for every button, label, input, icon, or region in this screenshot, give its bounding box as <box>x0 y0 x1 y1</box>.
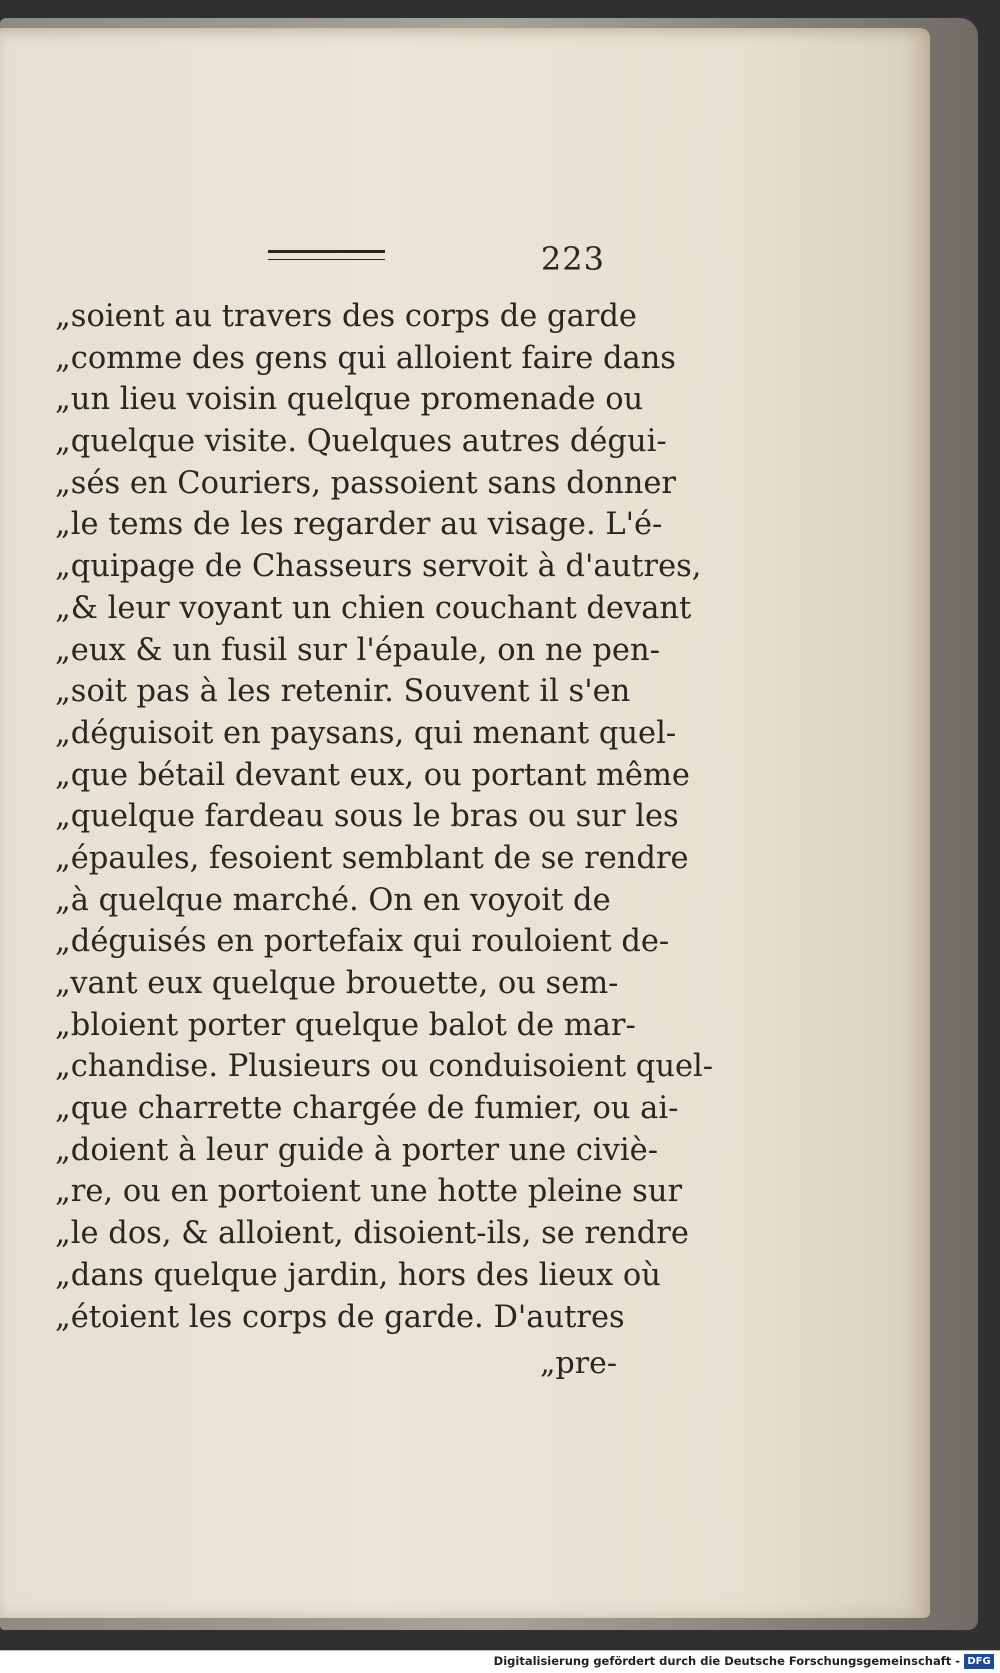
text-line: „quipage de Chasseurs servoit à d'autres, <box>55 549 702 585</box>
text-line: „épaules, fesoient semblant de se rendre <box>55 840 689 876</box>
text-block <box>55 296 714 1338</box>
text-line: „doient à leur guide à porter une civiè- <box>55 1132 659 1168</box>
text-line: „à quelque marché. On en voyoit de <box>55 882 611 918</box>
text-line: „eux & un fusil sur l'épaule, on ne pen- <box>55 632 660 668</box>
text-line: „soit pas à les retenir. Souvent il s'en <box>55 674 631 710</box>
text-line: „sés en Couriers, passoient sans donner <box>55 465 676 501</box>
text-line: „déguisés en portefaix qui rouloient de- <box>55 924 670 960</box>
text-line: „que charrette chargée de fumier, ou ai- <box>55 1091 679 1127</box>
page-header <box>260 240 605 280</box>
text-line: „& leur voyant un chien couchant devant <box>55 590 692 626</box>
text-line: „vant eux quelque brouette, ou sem- <box>55 966 619 1001</box>
text-line: „bloient porter quelque balot de mar- <box>55 1007 636 1043</box>
dfg-logo: DFG <box>964 1654 994 1669</box>
text-line: „que bétail devant eux, ou portant même <box>55 757 690 793</box>
text-line: „soient au travers des corps de garde <box>55 299 637 334</box>
text-line: „dans quelque jardin, hors des lieux où <box>55 1257 661 1293</box>
text-line: „comme des gens qui alloient faire dans <box>55 340 676 376</box>
text-line: „chandise. Plusieurs ou conduisoient quel- <box>55 1049 714 1085</box>
header-rule <box>268 250 385 260</box>
text-line: „re, ou en portoient une hotte pleine sur <box>55 1174 683 1210</box>
text-line: „quelque visite. Quelques autres dégui- <box>55 424 667 460</box>
book-page <box>0 28 930 1618</box>
text-line: „le dos, & alloient, disoient-ils, se rendre <box>55 1216 689 1252</box>
catchword: „pre- <box>540 1346 617 1381</box>
text-line: „un lieu voisin quelque promenade ou <box>55 382 644 418</box>
footer-bar <box>0 1650 1000 1673</box>
page-number: 223 <box>540 240 605 278</box>
text-line: „quelque fardeau sous le bras ou sur les <box>55 799 679 835</box>
funding-credit: Digitalisierung gefördert durch die Deutsche Forschungsgemeinschaft - <box>493 1654 960 1668</box>
text-line: „déguisoit en paysans, qui menant quel- <box>55 715 677 751</box>
text-line: „étoient les corps de garde. D'autres <box>55 1299 625 1335</box>
text-line: „le tems de les regarder au visage. L'é- <box>55 507 663 543</box>
